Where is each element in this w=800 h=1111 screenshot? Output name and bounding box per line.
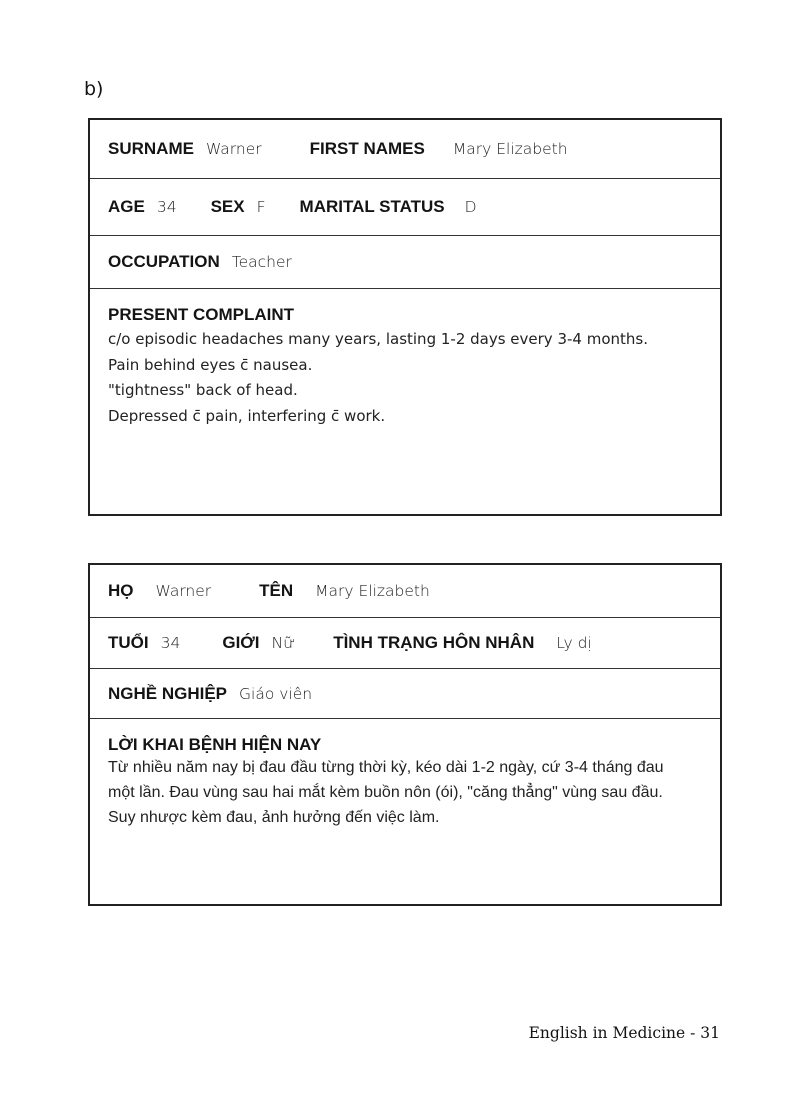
complaint-line: Suy nhược kèm đau, ảnh hưởng đến việc làm.	[108, 809, 440, 826]
occupation-value: Giáo viên	[239, 684, 313, 703]
english-patient-form	[88, 118, 722, 516]
age-sex-row	[90, 618, 720, 669]
sex-label: SEX	[210, 197, 245, 216]
complaint-line: c/o episodic headaches many years, lasting 1-2 days every 3-4 months.	[108, 330, 648, 348]
age-value: 34	[156, 198, 177, 216]
first-names-label: TÊN	[259, 581, 294, 600]
surname-label: HỌ	[108, 581, 134, 600]
age-value: 34	[160, 634, 181, 652]
first-names-value: Mary Elizabeth	[452, 140, 568, 158]
section-label: b)	[84, 78, 104, 100]
complaint-label: PRESENT COMPLAINT	[108, 305, 295, 324]
occupation-label: OCCUPATION	[108, 252, 220, 271]
surname-value: Warner	[155, 582, 212, 600]
age-label: AGE	[108, 197, 145, 216]
age-label: TUỔI	[108, 633, 149, 652]
first-names-label: FIRST NAMES	[309, 139, 425, 158]
sex-value: F	[256, 198, 266, 216]
page-footer: English in Medicine - 31	[528, 1024, 720, 1042]
marital-status-value: D	[464, 198, 477, 216]
age-sex-row	[90, 179, 720, 236]
complaint-line: Từ nhiều năm nay bị đau đầu từng thời kỳ, kéo dài 1-2 ngày, cứ 3-4 tháng đau	[108, 759, 664, 776]
marital-status-value: Ly dị	[556, 634, 592, 652]
complaint-label: LỜI KHAI BỆNH HIỆN NAY	[108, 735, 322, 754]
surname-value: Warner	[205, 140, 262, 158]
occupation-label: NGHỀ NGHIỆP	[108, 683, 228, 703]
occupation-row	[90, 236, 720, 289]
marital-status-label: MARITAL STATUS	[299, 197, 445, 216]
name-row	[90, 565, 720, 618]
complaint-line: Depressed c̄ pain, interfering c̄ work.	[108, 406, 386, 425]
name-row	[90, 120, 720, 179]
complaint-line: một lần. Đau vùng sau hai mắt kèm buồn nôn (ói), "căng thẳng" vùng sau đầu.	[108, 784, 663, 801]
occupation-row	[90, 669, 720, 719]
sex-label: GIỚI	[222, 633, 260, 652]
vietnamese-patient-form	[88, 563, 722, 906]
complaint-line: Pain behind eyes c̄ nausea.	[108, 355, 313, 374]
marital-status-label: TÌNH TRẠNG HÔN NHÂN	[333, 633, 535, 652]
complaint-section	[90, 289, 720, 429]
surname-label: SURNAME	[108, 139, 194, 158]
first-names-value: Mary Elizabeth	[315, 582, 430, 600]
complaint-section	[90, 719, 720, 830]
occupation-value: Teacher	[231, 253, 292, 271]
sex-value: Nữ	[271, 634, 296, 652]
complaint-line: "tightness" back of head.	[108, 381, 298, 399]
